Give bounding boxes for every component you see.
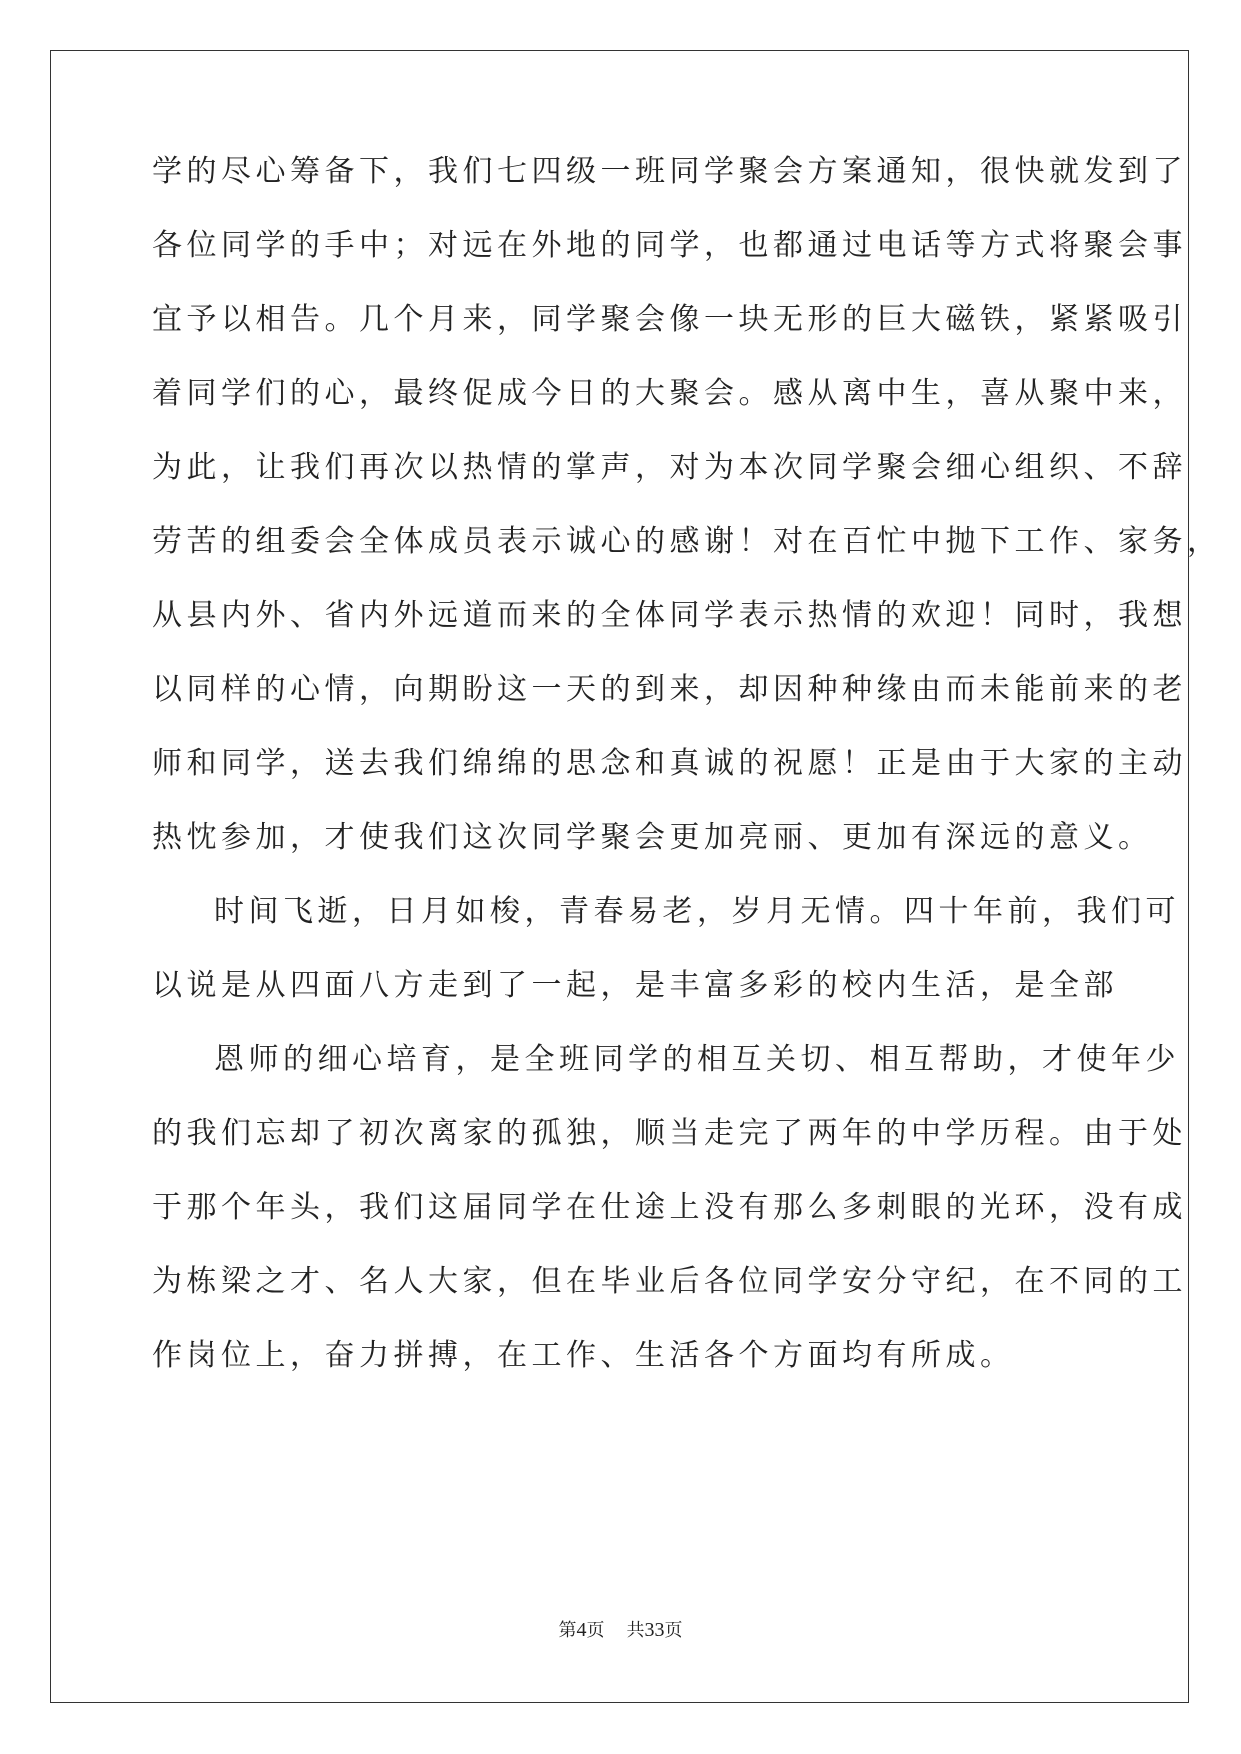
text-line: 作岗位上，奋力拼搏，在工作、生活各个方面均有所成。 <box>152 1338 1015 1373</box>
text-line: 的我们忘却了初次离家的孤独，顺当走完了两年的中学历程。由于处 <box>152 1116 1187 1151</box>
text-line: 劳苦的组委会全体成员表示诚心的感谢！对在百忙中抛下工作、家务， <box>152 524 1222 559</box>
page-prefix: 第 <box>558 1620 577 1641</box>
text-line: 宜予以相告。几个月来，同学聚会像一块无形的巨大磁铁，紧紧吸引 <box>152 302 1187 337</box>
text-line: 各位同学的手中；对远在外地的同学，也都通过电话等方式将聚会事 <box>152 228 1187 263</box>
total-suffix: 页 <box>664 1620 683 1641</box>
page-border <box>50 50 1189 1703</box>
text-line: 为此，让我们再次以热情的掌声，对为本次同学聚会细心组织、不辞 <box>152 450 1187 485</box>
page-number: 4 <box>576 1619 587 1641</box>
page-footer <box>0 1616 1241 1642</box>
text-line: 从县内外、省内外远道而来的全体同学表示热情的欢迎！同时，我想 <box>152 598 1187 633</box>
text-line: 学的尽心筹备下，我们七四级一班同学聚会方案通知，很快就发到了 <box>152 154 1187 189</box>
text-line: 着同学们的心，最终促成今日的大聚会。感从离中生，喜从聚中来， <box>152 376 1187 411</box>
text-line: 恩师的细心培育，是全班同学的相互关切、相互帮助，才使年少 <box>214 1042 1180 1077</box>
total-prefix: 共 <box>626 1620 645 1641</box>
text-line: 以说是从四面八方走到了一起，是丰富多彩的校内生活，是全部 <box>152 968 1118 1003</box>
text-line: 以同样的心情，向期盼这一天的到来，却因种种缘由而未能前来的老 <box>152 672 1187 707</box>
text-line: 热忱参加，才使我们这次同学聚会更加亮丽、更加有深远的意义。 <box>152 820 1153 855</box>
text-line: 于那个年头，我们这届同学在仕途上没有那么多刺眼的光环，没有成 <box>152 1190 1187 1225</box>
text-line: 师和同学，送去我们绵绵的思念和真诚的祝愿！正是由于大家的主动 <box>152 746 1187 781</box>
total-pages: 33 <box>644 1619 665 1641</box>
text-line: 时间飞逝，日月如梭，青春易老，岁月无情。四十年前，我们可 <box>214 894 1180 929</box>
text-line: 为栋梁之才、名人大家，但在毕业后各位同学安分守纪，在不同的工 <box>152 1264 1187 1299</box>
page-suffix: 页 <box>586 1620 605 1641</box>
